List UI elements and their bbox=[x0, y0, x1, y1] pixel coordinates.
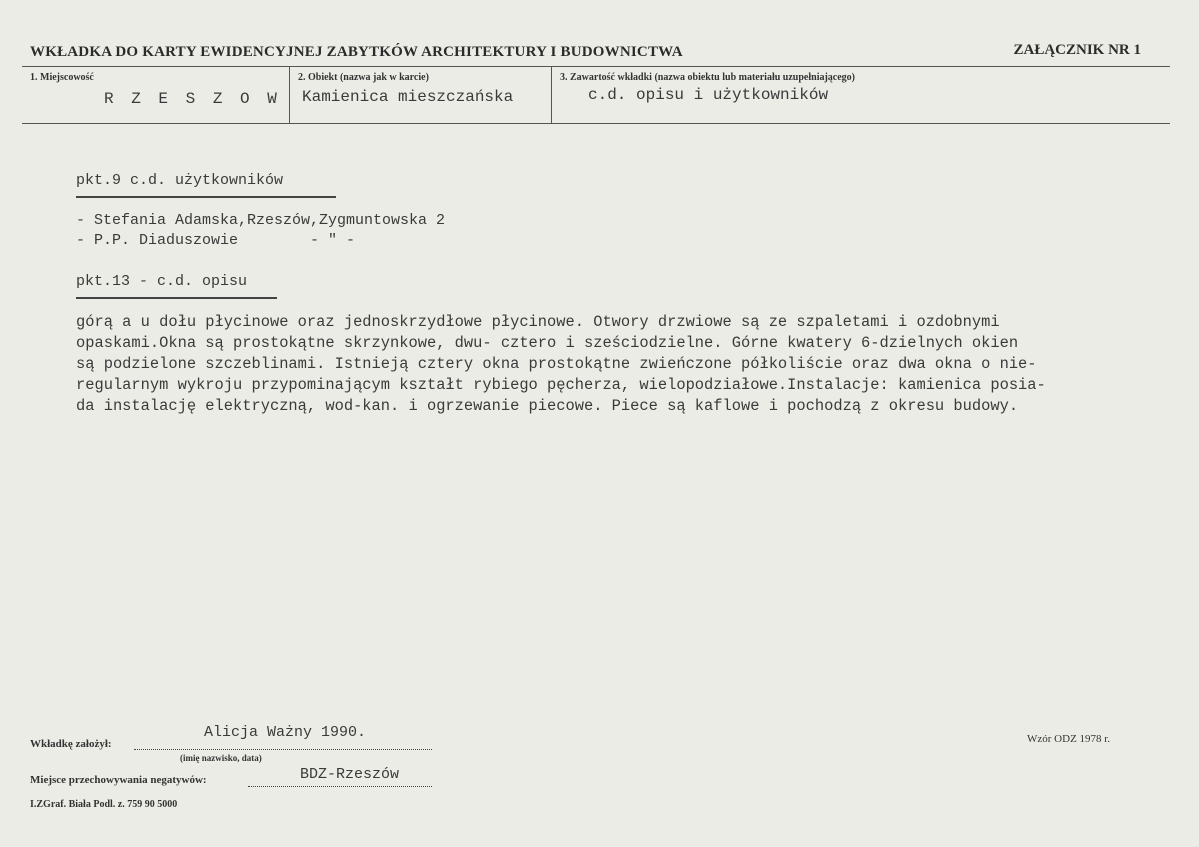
header-rule bbox=[22, 66, 1170, 67]
negatives-value: BDZ-Rzeszów bbox=[300, 766, 400, 783]
field-divider-1 bbox=[289, 67, 290, 123]
object-value: Kamienica mieszczańska bbox=[302, 88, 514, 106]
attachment-number: ZAŁĄCZNIK NR 1 bbox=[1013, 42, 1141, 58]
negatives-label: Miejsce przechowywania negatywów: bbox=[30, 774, 207, 786]
user-line-1: - Stefania Adamska,Rzeszów,Zygmuntowska 2 bbox=[76, 212, 446, 229]
field-divider-2 bbox=[551, 67, 552, 123]
founded-hint: (imię nazwisko, data) bbox=[180, 753, 262, 763]
section-13-heading: pkt.13 - c.d. opisu bbox=[76, 273, 248, 290]
template-version: Wzór ODZ 1978 r. bbox=[1027, 733, 1111, 745]
section-9-underline bbox=[76, 196, 336, 198]
founded-dotline bbox=[134, 749, 432, 750]
fields-bottom-rule bbox=[22, 123, 1170, 124]
locality-value: R Z E S Z O W bbox=[104, 90, 281, 108]
object-label: 2. Obiekt (nazwa jak w karcie) bbox=[298, 72, 429, 83]
founded-label: Wkładkę założył: bbox=[30, 738, 112, 750]
content-value: c.d. opisu i użytkowników bbox=[588, 86, 829, 104]
description-line-5: da instalację elektryczną, wod-kan. i ogrzewanie piecowe. Piece są kaflowe i pochodzą z okresu budowy. bbox=[76, 397, 1019, 415]
locality-label: 1. Miejscowość bbox=[30, 72, 94, 83]
content-label: 3. Zawartość wkładki (nazwa obiektu lub materiału uzupełniającego) bbox=[560, 72, 856, 83]
founded-value: Alicja Ważny 1990. bbox=[204, 724, 367, 741]
form-title: WKŁADKA DO KARTY EWIDENCYJNEJ ZABYTKÓW ARCHITEKTURY I BUDOWNICTWA bbox=[30, 44, 683, 60]
user-line-2: - P.P. Diaduszowie - " - bbox=[76, 232, 356, 249]
printer-imprint: I.ZGraf. Biała Podl. z. 759 90 5000 bbox=[30, 799, 178, 810]
description-text bbox=[76, 312, 1156, 417]
section-13-underline bbox=[76, 297, 277, 299]
description-line-1: górą a u dołu płycinowe oraz jednoskrzydłowe płycinowe. Otwory drzwiowe są ze szpaletami i ozdobnymi bbox=[76, 313, 1000, 331]
description-line-2: opaskami.Okna są prostokątne skrzynkowe, dwu- cztero i sześciodzielne. Górne kwatery 6-dzielnych okien bbox=[76, 334, 1019, 352]
negatives-dotline bbox=[248, 786, 432, 787]
section-9-heading: pkt.9 c.d. użytkowników bbox=[76, 172, 284, 189]
description-line-4: regularnym wykroju przypominającym kształt rybiego pęcherza, wielopodziałowe.Instalacje: kamienica posia- bbox=[76, 376, 1046, 394]
description-line-3: są podzielone szczeblinami. Istnieją cztery okna prostokątne zwieńczone półkoliście oraz dwa okna o nie- bbox=[76, 355, 1037, 373]
